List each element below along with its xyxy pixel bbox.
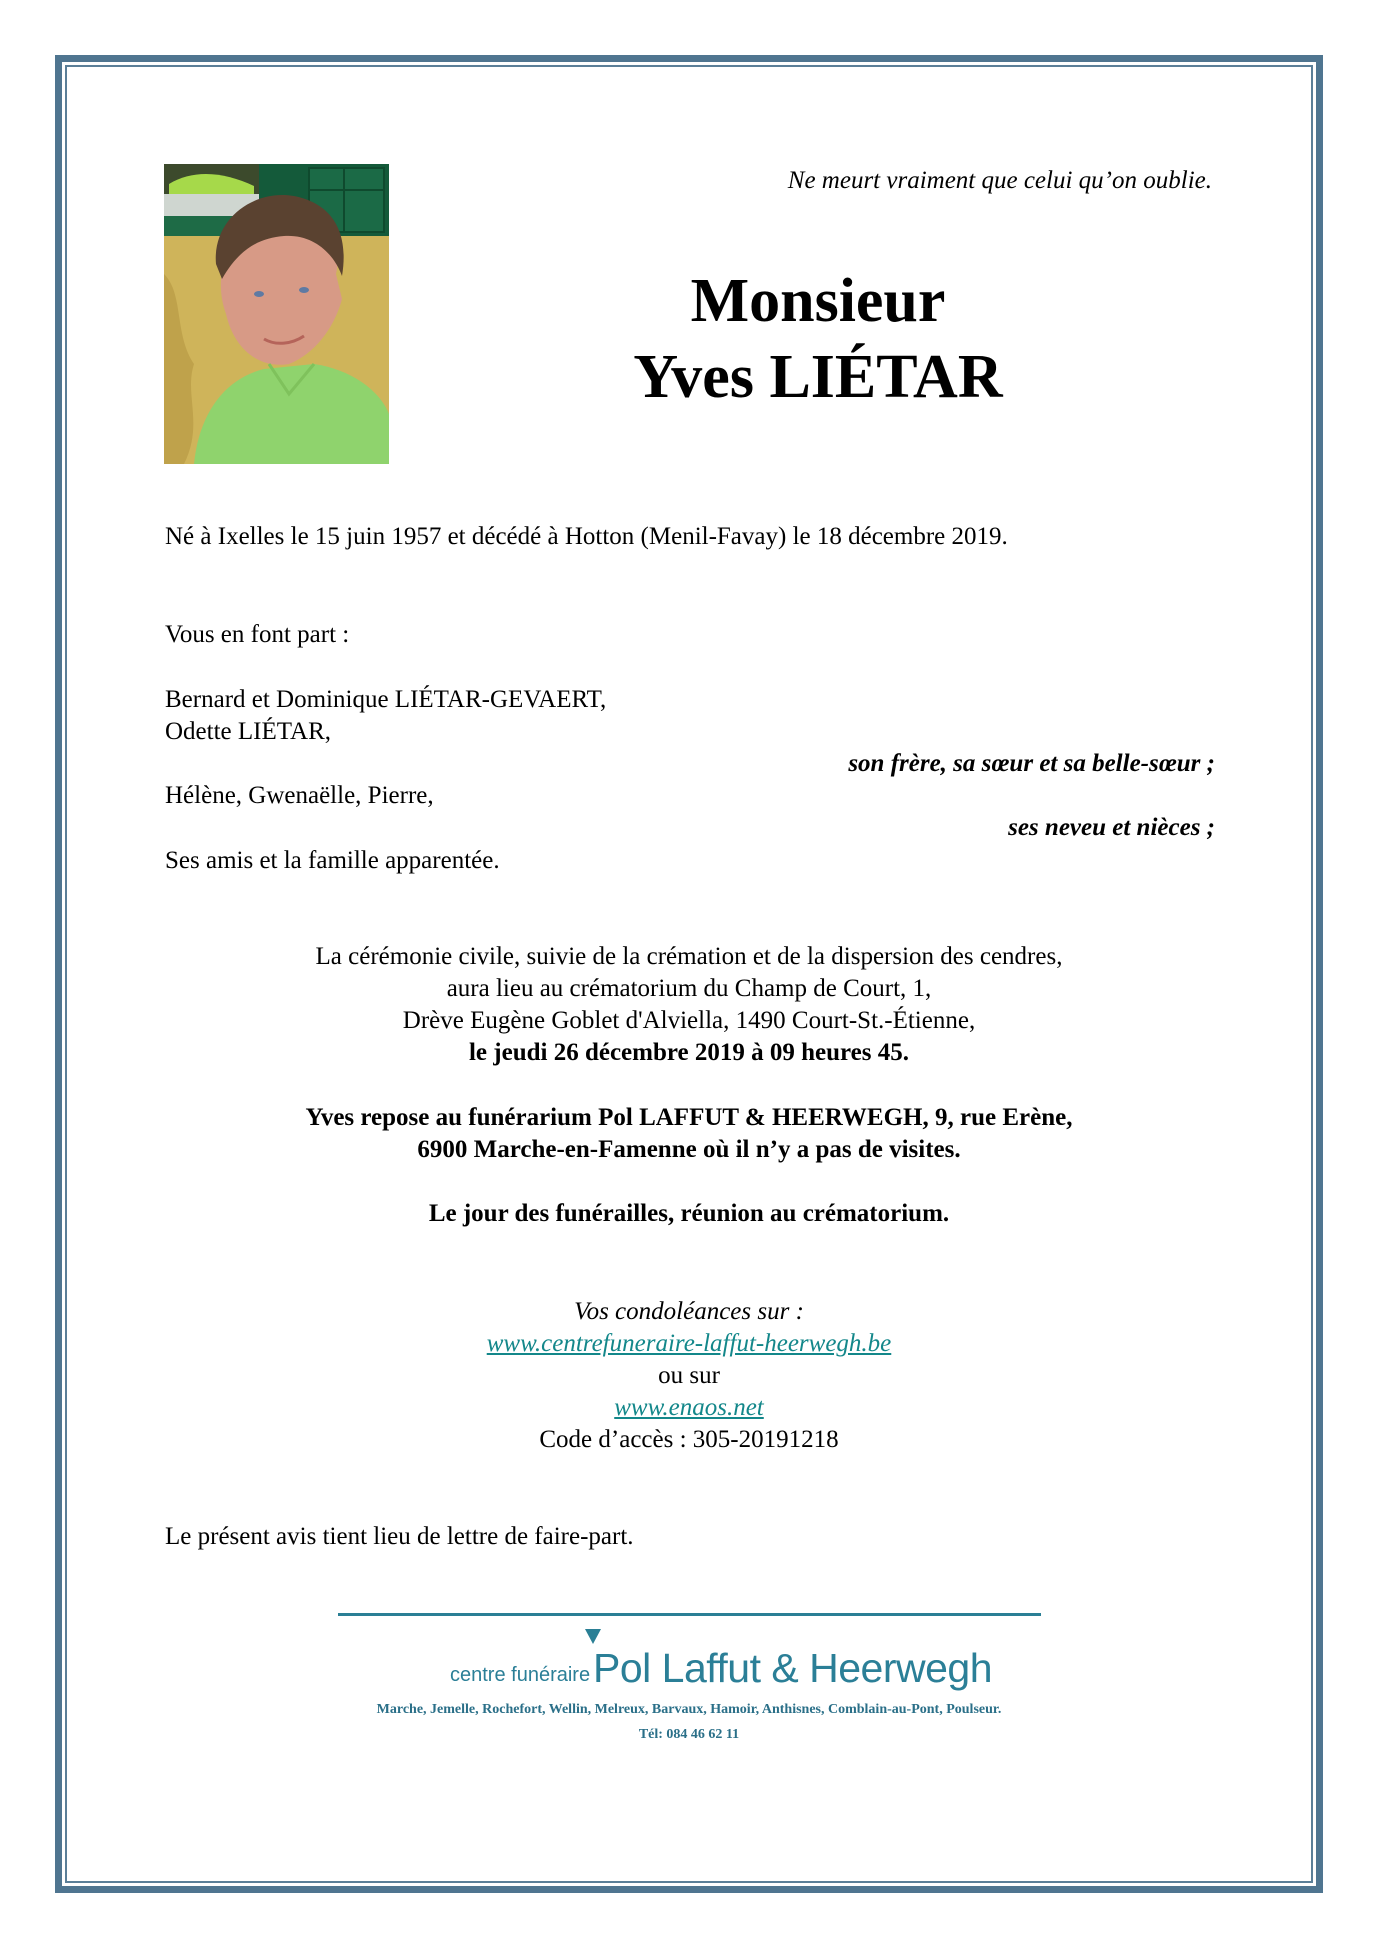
ceremony-datetime: le jeudi 26 décembre 2019 à 09 heures 45.: [468, 1039, 909, 1066]
condolences-link-funeral-home[interactable]: www.centrefuneraire-laffut-heerwegh.be: [486, 1330, 892, 1357]
logo-locations: Marche, Jemelle, Rochefort, Wellin, Melreux, Barvaux, Hamoir, Anthisnes, Comblain-au-Pont, Poulseur.: [376, 1702, 1002, 1717]
ceremony-line: Drève Eugène Goblet d'Alviella, 1490 Court-St.-Étienne,: [402, 1007, 976, 1034]
access-code: Code d’accès : 305-20191218: [539, 1426, 839, 1453]
title-honorific: Monsieur: [690, 267, 946, 335]
logo-name: Pol Laffut & Heerwegh: [593, 1645, 992, 1691]
epigraph-quote: Ne meurt vraiment que celui qu’on oublie.: [787, 167, 1212, 194]
family-relation: ses neveu et nièces ;: [1008, 814, 1215, 841]
repose-line: 6900 Marche-en-Famenne où il n’y a pas de visites.: [417, 1136, 961, 1163]
birth-death-line: Né à Ixelles le 15 juin 1957 et décédé à Hotton (Menil-Favay) le 18 décembre 2019.: [165, 523, 1008, 550]
family-line: Odette LIÉTAR,: [165, 718, 332, 745]
portrait-image: [164, 164, 389, 464]
funeral-day-note: Le jour des funérailles, réunion au crématorium.: [428, 1200, 950, 1227]
title-name: Yves LIÉTAR: [633, 343, 1003, 411]
repose-line: Yves repose au funérarium Pol LAFFUT & HEERWEGH, 9, rue Erène,: [305, 1104, 1073, 1131]
family-intro: Vous en font part :: [165, 621, 350, 648]
family-line: Ses amis et la famille apparentée.: [165, 847, 500, 874]
family-line: Hélène, Gwenaëlle, Pierre,: [165, 782, 434, 809]
ceremony-line: La cérémonie civile, suivie de la crémation et de la dispersion des cendres,: [315, 943, 1063, 970]
logo-phone: Tél: 084 46 62 11: [638, 1727, 740, 1742]
ceremony-line: aura lieu au crématorium du Champ de Court, 1,: [446, 975, 932, 1002]
condolences-or: ou sur: [658, 1362, 720, 1389]
logo-subtitle: centre funéraire: [450, 1664, 591, 1686]
condolences-intro: Vos condoléances sur :: [574, 1298, 804, 1325]
logo-divider: [338, 1613, 1041, 1616]
closing-note: Le présent avis tient lieu de lettre de faire-part.: [165, 1523, 634, 1550]
family-line: Bernard et Dominique LIÉTAR-GEVAERT,: [165, 686, 607, 713]
logo-triangle-icon: [585, 1629, 601, 1644]
condolences-link-enaos[interactable]: www.enaos.net: [614, 1394, 764, 1421]
family-relation: son frère, sa sœur et sa belle-sœur ;: [848, 750, 1215, 777]
portrait-photo: [164, 164, 389, 464]
